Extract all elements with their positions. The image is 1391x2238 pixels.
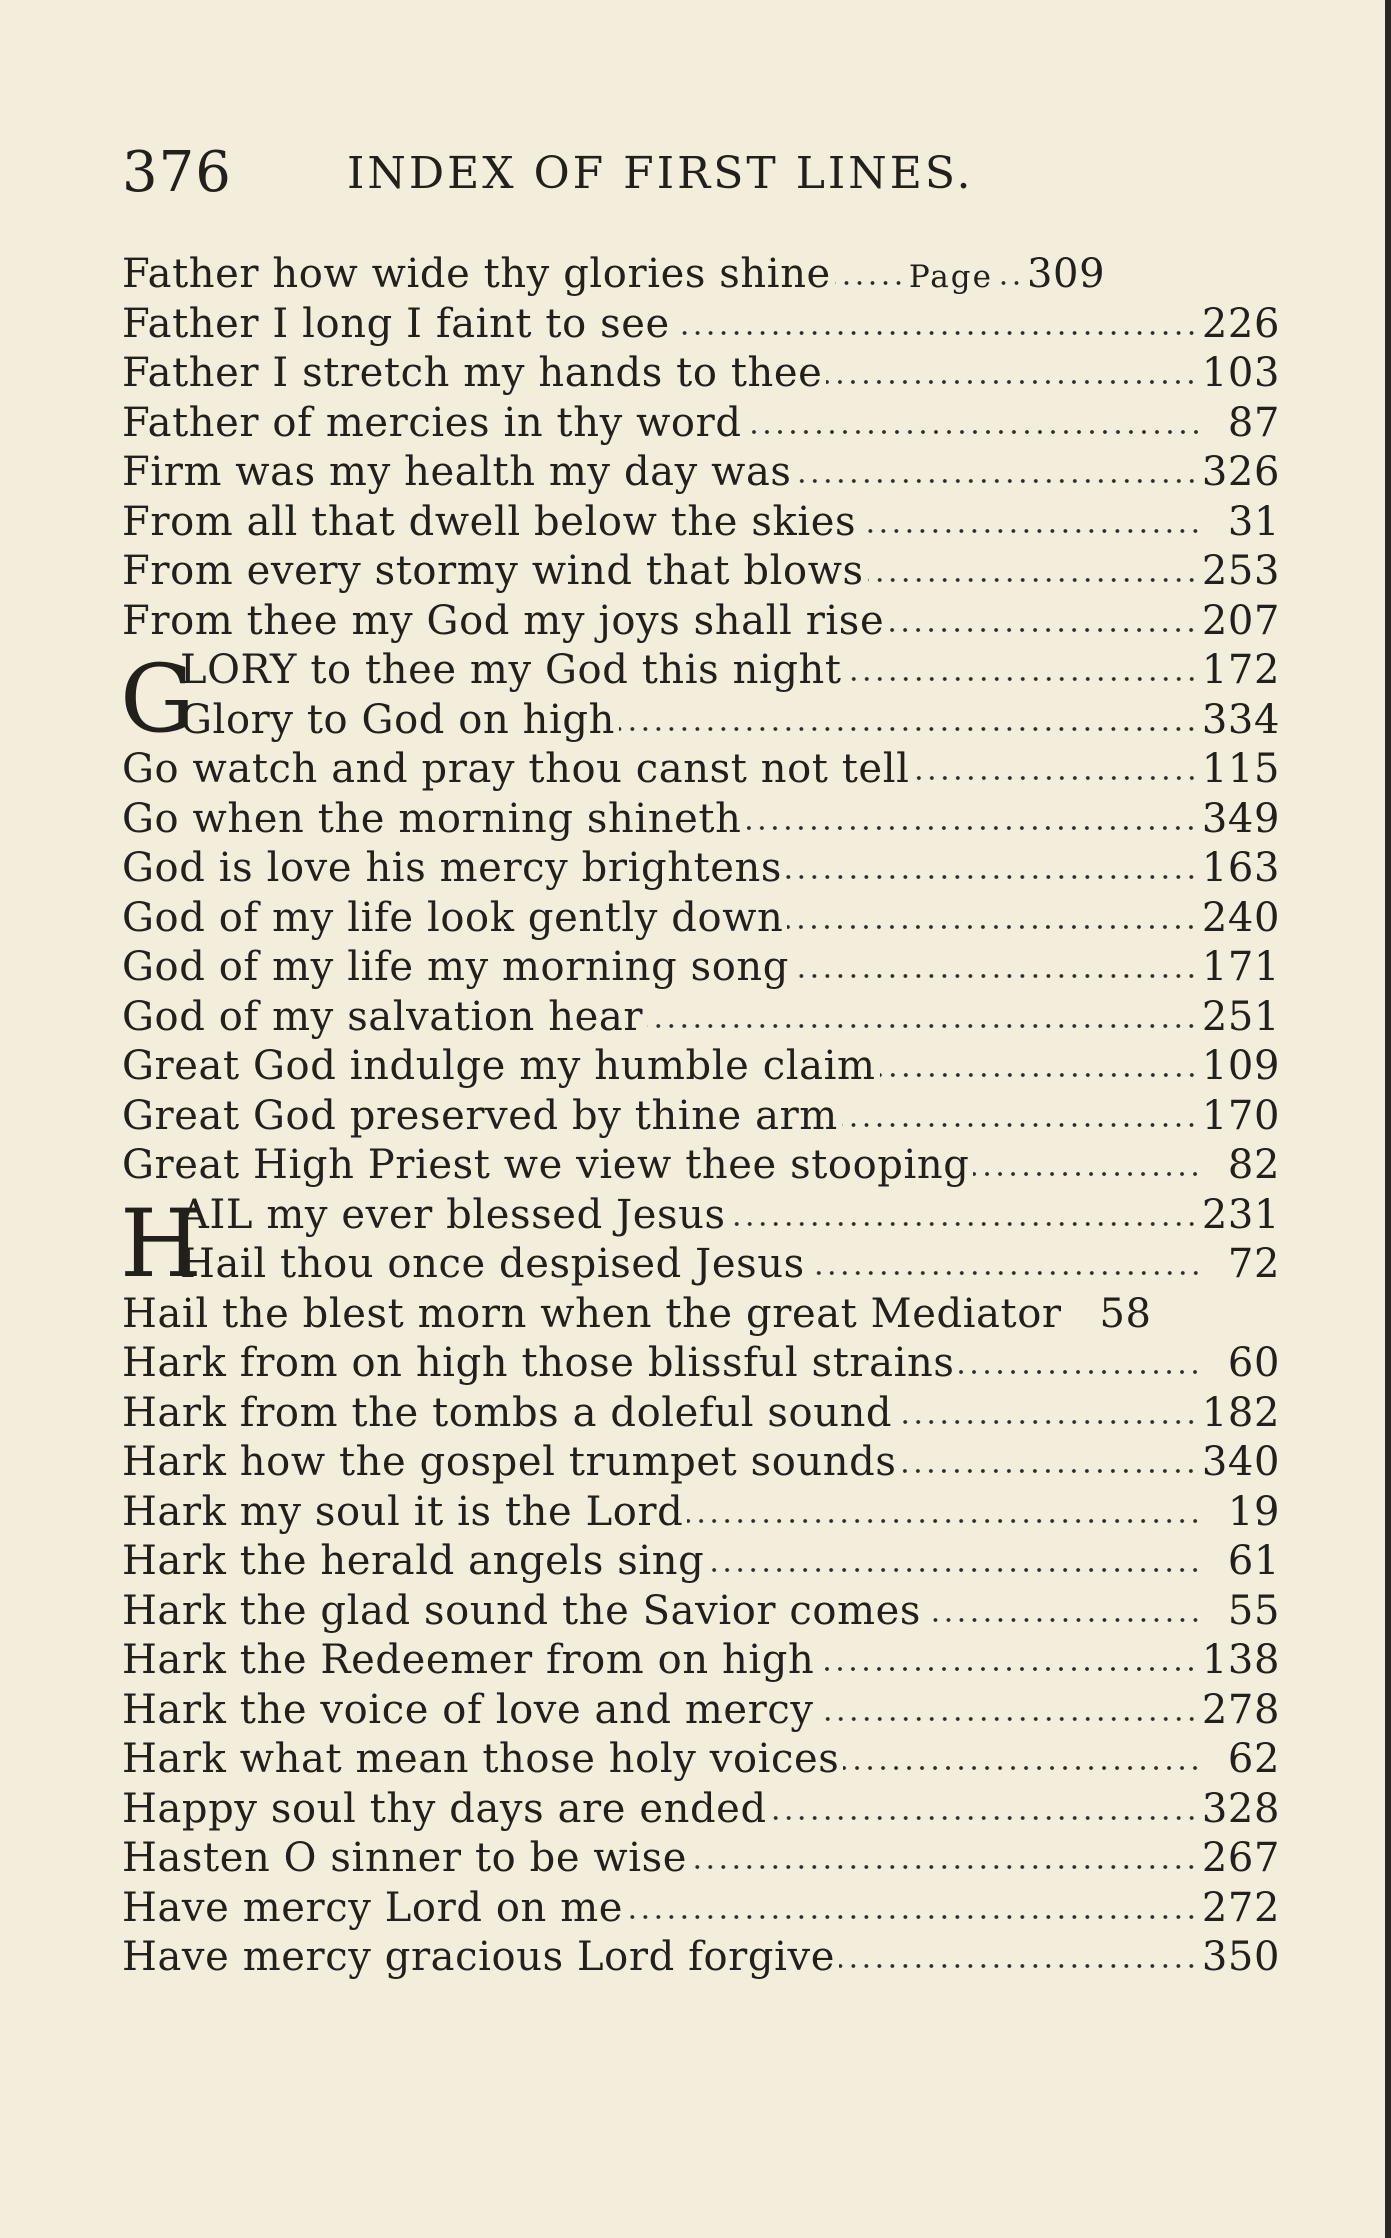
dot-leader [860,527,1202,535]
index-entry [122,498,1280,548]
entry-first-line: From every stormy wind that blows [122,548,864,594]
dot-leader [730,1220,1198,1228]
entry-first-line: Have mercy gracious Lord forgive [122,1934,835,1980]
entry-page-number: 334 [1201,696,1280,743]
dot-leader [691,1863,1198,1871]
entry-first-line: Great God preserved by thine arm [122,1092,838,1139]
index-entry [122,1290,1280,1340]
dot-leader [973,1170,1202,1178]
index-entry [122,250,1280,300]
index-entry [122,1488,1280,1538]
index-entry [122,943,1280,993]
dot-leader [925,1616,1202,1624]
index-entry [122,1834,1280,1884]
index-entry [122,696,1280,746]
entry-page-number: 55 [1227,1587,1280,1634]
entry-first-line: LORY to thee my God this night [180,647,842,693]
dot-leader [826,378,1197,386]
entry-first-line: Hark my soul it is the Lord [122,1488,684,1535]
entry-first-line: Hark the glad sound the Savior comes [122,1587,922,1634]
page-header [122,138,1272,208]
dot-leader [786,873,1198,881]
dot-leader [896,1418,1198,1426]
index-entry [122,1785,1280,1835]
dot-leader [708,1566,1202,1574]
entry-page-number: 240 [1201,894,1280,941]
entry-first-line: God of my life my morning song [122,944,789,990]
entry-page-number: 61 [1227,1538,1280,1584]
dot-leader [818,1665,1198,1673]
entry-first-line: From all that dwell below the skies [122,498,857,545]
entry-first-line: Hark the Redeemer from on high [122,1637,815,1683]
running-head: INDEX OF FIRST LINES. [347,148,974,199]
dot-leader [619,725,1198,733]
index-entry [122,795,1280,845]
dot-leader [1066,1319,1074,1327]
entry-first-line: From thee my God my joys shall rise [122,597,885,644]
entry-first-line: Hark from the tombs a doleful sound [122,1389,893,1436]
index-entry [122,597,1280,647]
index-entry [122,547,1280,597]
entry-page-number: 170 [1201,1092,1280,1139]
page-label: Page [908,259,993,295]
dot-leader [997,279,1023,287]
index-entry [122,745,1280,795]
index-entry [122,1141,1280,1191]
entry-page-number: 309 [1026,251,1106,297]
index-entry [122,1884,1280,1934]
dot-leader [796,477,1198,485]
drop-cap-h: H [120,1189,203,1299]
entry-first-line: Hark how the gospel trumpet sounds [122,1439,897,1485]
dot-leader [627,1913,1198,1921]
page-edge [1385,0,1391,2238]
entry-page-number: 138 [1201,1637,1280,1683]
entry-first-line: God of my salvation hear [122,993,644,1040]
dot-leader [818,1715,1198,1723]
entry-page-number: 350 [1201,1934,1280,1980]
entry-first-line: Hark the herald angels sing [122,1538,705,1584]
dot-leader [647,1022,1198,1030]
entry-page-number: 60 [1227,1340,1280,1386]
index-entry [122,1389,1280,1439]
entry-first-line: Father I long I faint to see [122,300,670,347]
entry-page-number: 103 [1201,350,1280,396]
dot-leader [787,923,1197,931]
entry-first-line: Go when the morning shineth [122,795,742,842]
index-entry [122,993,1280,1043]
index-entry [122,1735,1280,1785]
dot-leader [809,1269,1202,1277]
dot-leader [745,824,1197,832]
dot-leader [687,1517,1202,1525]
entry-page-number: 272 [1201,1884,1280,1931]
page-number: 376 [122,140,232,205]
dot-leader [746,428,1202,436]
entry-page-number: 172 [1201,647,1280,693]
index-entry [122,1339,1280,1389]
index-entry [122,1042,1280,1092]
entry-page-number: 231 [1201,1191,1280,1238]
entry-first-line: Father how wide thy glories shine [122,251,831,297]
index-entry [122,448,1280,498]
index-entry [122,1438,1280,1488]
index-entry [122,300,1280,350]
index-entry [122,1537,1280,1587]
entry-page-number: 171 [1201,944,1280,990]
index-entry [122,349,1280,399]
index-entry [122,894,1280,944]
index-entry [122,1240,1280,1290]
entry-first-line: Hark from on high those blissful strains [122,1340,955,1386]
entry-page-number: 163 [1201,845,1280,891]
entry-page-number: 82 [1227,1142,1280,1188]
entry-first-line: Hark what mean those holy voices [122,1736,840,1782]
entry-page-number: 328 [1201,1785,1280,1832]
entry-page-number: 278 [1201,1686,1280,1733]
dot-leader [958,1368,1202,1376]
index-entry [122,1933,1280,1983]
entry-first-line: Hasten O sinner to be wise [122,1835,688,1881]
dot-leader [888,626,1198,634]
dot-leader [771,1814,1198,1822]
entry-page-number: 251 [1201,993,1280,1040]
entry-first-line: Hail thou once despised Jesus [180,1241,805,1287]
entry-first-line: Go watch and pray thou canst not tell [122,746,910,792]
index-list [122,250,1280,1983]
entry-first-line: God of my life look gently down [122,894,784,941]
entry-page-number: 87 [1227,399,1280,446]
entry-page-number: 72 [1227,1241,1280,1287]
entry-page-number: 267 [1201,1835,1280,1881]
entry-first-line: Father of mercies in thy word [122,399,742,446]
entry-first-line: Hail the blest morn when the great Mediator [122,1290,1062,1337]
entry-page-number: 326 [1201,449,1280,495]
dot-leader [842,1121,1198,1129]
dot-leader [846,675,1198,683]
entry-first-line: Father I stretch my hands to thee [122,350,823,396]
entry-first-line: Great High Priest we view thee stooping [122,1142,970,1188]
entry-page-number: 115 [1201,746,1280,792]
entry-first-line: Hark the voice of love and mercy [122,1686,814,1733]
dot-leader [674,329,1198,337]
index-entry [122,1587,1280,1637]
dot-leader [868,576,1198,584]
entry-first-line: AIL my ever blessed Jesus [180,1191,726,1238]
entry-first-line: Happy soul thy days are ended [122,1785,767,1832]
index-entry [122,1686,1280,1736]
dot-leader [839,1962,1198,1970]
entry-page-number: 19 [1227,1488,1280,1535]
dot-leader [914,774,1198,782]
entry-page-number: 182 [1201,1389,1280,1436]
index-entry [122,844,1280,894]
index-entry [122,1092,1280,1142]
entry-page-number: 226 [1201,300,1280,347]
drop-cap-g: G [120,645,196,754]
entry-page-number: 58 [1099,1290,1152,1337]
entry-page-number: 31 [1227,498,1280,545]
entry-page-number: 207 [1201,597,1280,644]
entry-first-line: Great God indulge my humble claim [122,1043,876,1089]
dot-leader [835,279,905,287]
entry-first-line: God is love his mercy brightens [122,845,783,891]
entry-first-line: Firm was my health my day was [122,449,792,495]
dot-leader [843,1764,1202,1772]
dot-leader [900,1467,1197,1475]
entry-page-number: 349 [1201,795,1280,842]
index-entry [122,399,1280,449]
index-entry [122,1636,1280,1686]
entry-page-number: 340 [1201,1439,1280,1485]
dot-leader [793,972,1198,980]
entry-page-number: 62 [1227,1736,1280,1782]
entry-page-number: 253 [1201,548,1280,594]
dot-leader [880,1071,1198,1079]
entry-first-line: Have mercy Lord on me [122,1884,623,1931]
entry-first-line: Glory to God on high [180,696,615,743]
entry-page-number: 109 [1201,1043,1280,1089]
